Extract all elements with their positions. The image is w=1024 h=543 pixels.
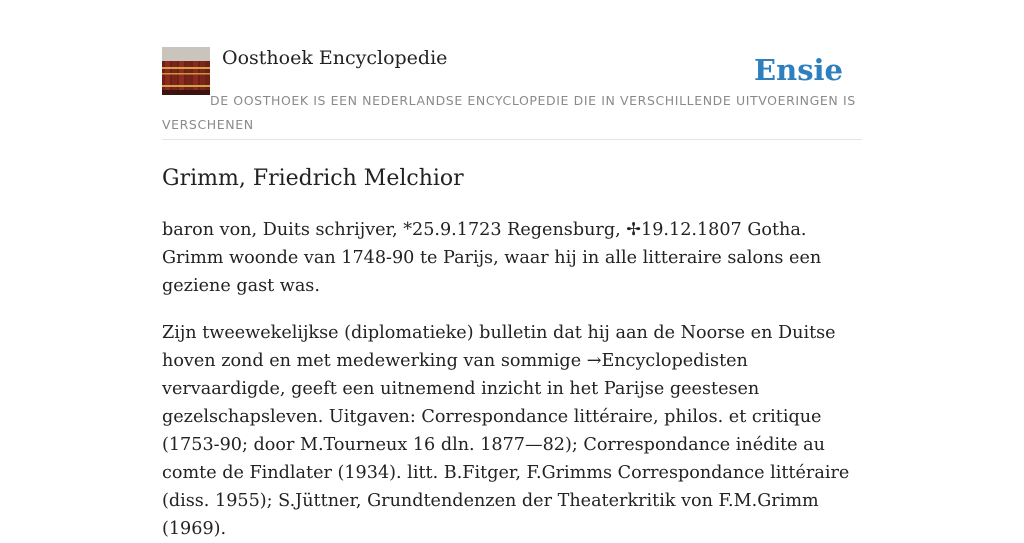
avatar[interactable] [162,47,210,95]
article-paragraph: baron von, Duits schrijver, *25.9.1723 Regensburg, ✢19.12.1807 Gotha. Grimm woonde van 1748-90 te Parijs, waar hij in alle litteraire salons een geziene gast was. [162,220,822,296]
site-header [162,0,862,140]
encyclopedia-books-icon [162,47,210,95]
site-tagline: DE OOSTHOEK IS EEN NEDERLANDSE ENCYCLOPEDIE DIE IN VERSCHILLENDE UITVOERINGEN IS VERSCHENEN [162,93,856,132]
article-paragraph: Zijn tweewekelijkse (diplomatieke) bulletin dat hij aan de Noorse en Duitse hoven zond en met medewerking van sommige →Encyclopedisten vervaardigde, geeft een uitnemend inzicht in het Parijse geestesen gezelschapsleven. Uitgaven: Correspondance littéraire, philos. et critique (1753-90; door M.Tourneux 16 dln. 1877—82); Correspondance inédite au comte de Findlater (1934). litt. B.Fitger, F.Grimms Correspondance littéraire (diss. 1955); S.Jüttner, Grundtendenzen der Theaterkritik von F.M.Grimm (1969). [162,323,850,539]
site-name-link[interactable]: Oosthoek Encyclopedie [222,47,448,69]
brand-logo[interactable]: Ensie [754,53,843,87]
article-title: Grimm, Friedrich Melchior [162,166,464,191]
